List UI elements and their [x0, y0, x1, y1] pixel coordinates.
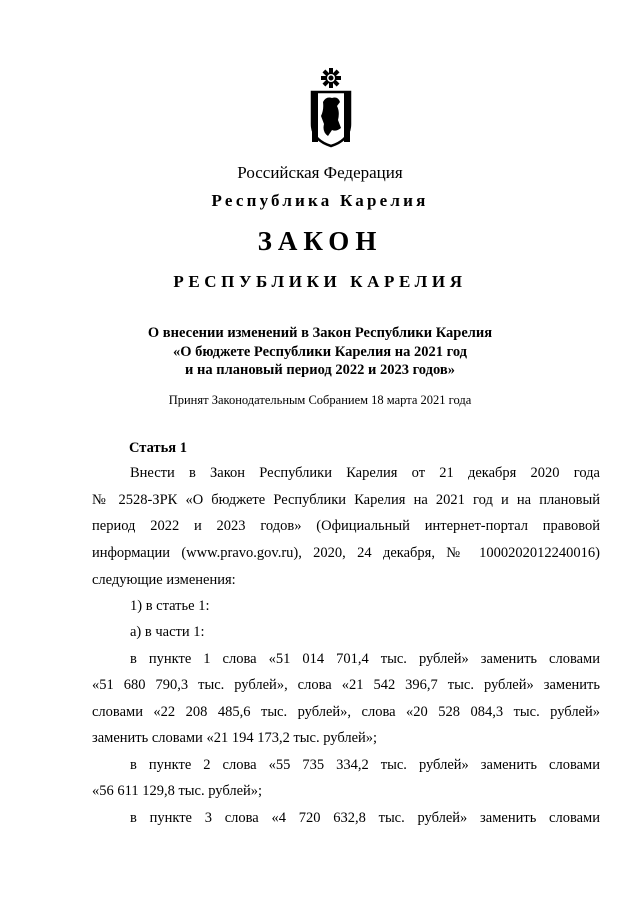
body-line: «51 680 790,3 тыс. рублей», слова «21 542 396,7 тыс. рублей» заменить	[92, 677, 600, 693]
body-line: 1) в статье 1:	[130, 598, 210, 614]
body-line: № 2528-ЗРК «О бюджете Республики Карелия на 2021 год и на плановый	[92, 492, 600, 508]
law-title-line: «О бюджете Республики Карелия на 2021 год	[172, 343, 468, 360]
body-line: в пункте 1 слова «51 014 701,4 тыс. рублей» заменить словами	[130, 651, 600, 667]
body-line: период 2022 и 2023 годов» (Официальный интернет-портал правовой	[92, 518, 600, 534]
body-line: «56 611 129,8 тыс. рублей»;	[92, 783, 263, 799]
article-heading: Статья 1	[129, 440, 187, 456]
body-line: в пункте 3 слова «4 720 632,8 тыс. рублей» заменить словами	[130, 810, 600, 826]
body-line: заменить словами «21 194 173,2 тыс. рублей»;	[92, 730, 378, 746]
law-of-heading: РЕСПУБЛИКИ КАРЕЛИЯ	[173, 272, 467, 291]
body-line: следующие изменения:	[92, 572, 236, 588]
republic-heading: Республика Карелия	[211, 191, 429, 210]
federation-heading: Российская Федерация	[237, 163, 403, 182]
body-line: Внести в Закон Республики Карелия от 21 декабря 2020 года	[130, 465, 600, 481]
body-line: а) в части 1:	[130, 624, 205, 640]
law-title	[0, 324, 640, 380]
body-line: словами «22 208 485,6 тыс. рублей», слова «20 528 084,3 тыс. рублей»	[92, 704, 600, 720]
law-title-line: О внесении изменений в Закон Республики Карелия	[147, 325, 493, 341]
body-line: информации (www.pravo.gov.ru), 2020, 24 декабря, № 1000202012240016)	[92, 545, 600, 561]
law-heading: ЗАКОН	[257, 226, 383, 256]
law-title-line: и на плановый период 2022 и 2023 годов»	[185, 362, 455, 378]
karelia-coat-of-arms-icon	[306, 66, 356, 148]
body-line: в пункте 2 слова «55 735 334,2 тыс. рублей» заменить словами	[130, 757, 600, 773]
adoption-note: Принят Законодательным Собранием 18 марта 2021 года	[168, 393, 472, 407]
